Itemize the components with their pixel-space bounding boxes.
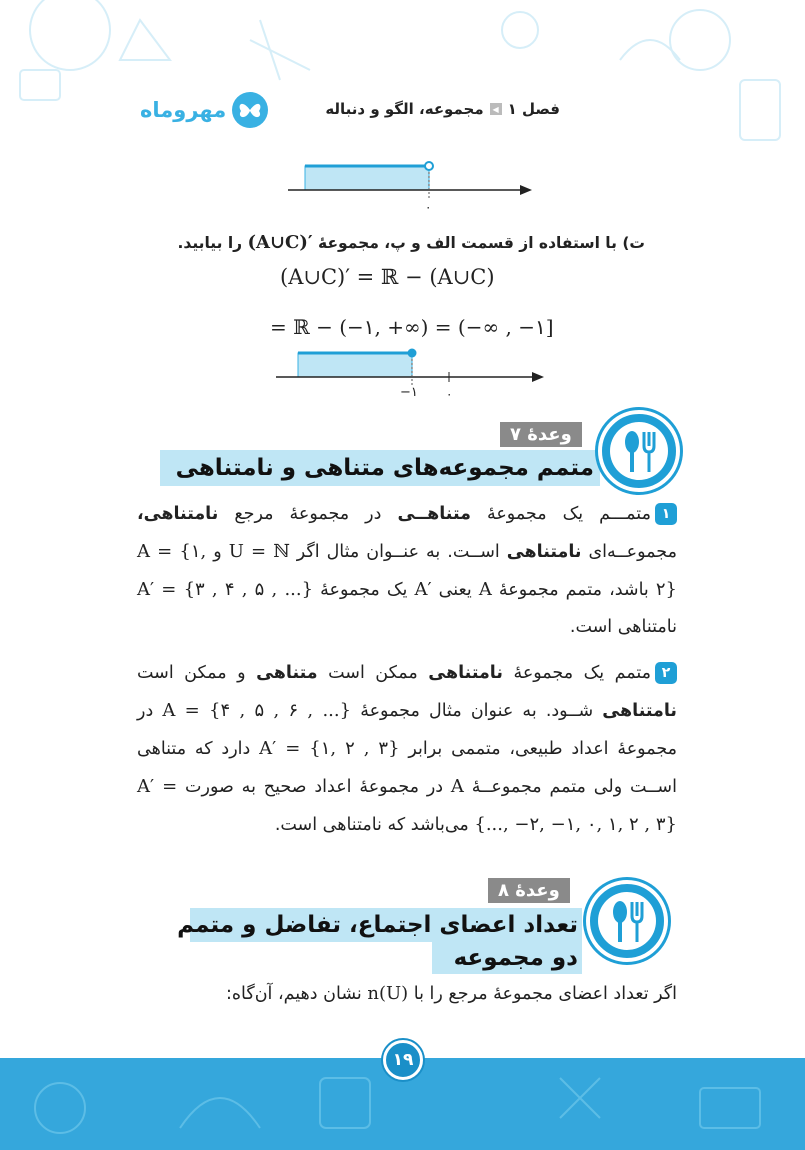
math-expression: n(U)	[367, 983, 409, 1004]
paragraph-1-badge: ۱	[655, 503, 677, 525]
text: می‌باشد که نامتناهی است.	[274, 815, 469, 835]
math-expression: A′ = {..., −۲, −۱, ۰, ۱, ۲ , ۳}	[137, 776, 677, 835]
text: اگر تعداد اعضای مجموعهٔ مرجع را با	[413, 984, 677, 1004]
numline2-tick-minus-one: −۱	[400, 385, 418, 400]
text: در مجموعهٔ اعداد صحیح به صورت	[185, 777, 444, 797]
question-part-t	[125, 232, 645, 253]
text: در مجموعهٔ مرجع	[234, 504, 382, 524]
paragraph-2-badge: ۲	[655, 662, 677, 684]
part-t-expr: (A∪C)′	[247, 232, 313, 253]
section-7-title: متمم مجموعه‌های متناهی و نامتناهی	[175, 455, 594, 481]
math-expression: U = ℕ	[228, 541, 290, 562]
text: اســت. به عنــوان مثال اگر	[296, 542, 500, 562]
spoon-fork-icon	[598, 410, 680, 492]
number-line-1	[280, 158, 540, 218]
equation-1: (A∪C)′ = ℝ − (A∪C)	[280, 265, 495, 289]
bold-term: نامتناهی	[428, 663, 503, 683]
chapter-title: مجموعه، الگو و دنباله	[325, 100, 484, 118]
section-8-title-line-1: تعداد اعضای اجتماع، تفاضل و متمم	[177, 912, 578, 938]
text: مجموعــه‌ای	[588, 542, 677, 562]
spoon-fork-icon	[586, 880, 668, 962]
text: و	[213, 542, 222, 562]
section-7-tag: وعدهٔ ۷	[500, 422, 582, 447]
text: در مجموعهٔ اعداد طبیعی، متممی برابر	[137, 701, 677, 759]
bold-term: نامتناهی	[506, 542, 582, 562]
chapter-label: فصل ۱	[507, 100, 560, 118]
math-expression: A = {۴ , ۵ , ۶ , ...}	[162, 700, 352, 721]
text: دارد که متناهی اســت ولی متمم مجموعــهٔ	[137, 739, 677, 797]
page-header	[140, 92, 580, 136]
text: نامتناهی است.	[569, 617, 677, 637]
math-expression: A	[478, 579, 492, 600]
text: نشان دهیم، آن‌گاه:	[225, 984, 362, 1004]
paragraph-3	[137, 975, 677, 1013]
math-expression: A′ = {۱, ۲ , ۳}	[259, 738, 400, 759]
numline2-tick-zero: ۰	[446, 387, 453, 401]
part-t-suffix: را بیابید.	[177, 234, 243, 252]
math-expression: A = {۱, ۲}	[137, 541, 677, 600]
text: متمم یک مجموعهٔ	[513, 663, 651, 683]
brand-logo	[140, 92, 268, 128]
section-8-banner	[177, 868, 680, 978]
part-t-prefix: ت) با استفاده از قسمت الف و پ، مجموعهٔ	[318, 234, 645, 252]
numline1-tick-zero: ۰	[425, 200, 432, 214]
chapter-heading	[325, 100, 560, 118]
bold-term: نامتناهی	[602, 701, 677, 721]
butterfly-icon	[232, 92, 268, 128]
math-expression: A′	[414, 579, 432, 600]
section-7-banner	[160, 408, 680, 498]
triangle-icon: ◀	[490, 103, 502, 115]
text: متمـــم یک مجموعهٔ	[486, 504, 651, 524]
paragraph-1	[137, 496, 677, 646]
page-number: ۱۹	[383, 1040, 423, 1080]
text: و ممکن است	[137, 663, 246, 683]
text: ممکن است	[328, 663, 418, 683]
text: شــود. به عنوان مثال مجموعهٔ	[360, 701, 594, 721]
bold-term: متناهی	[256, 663, 318, 683]
bold-term: نامتناهی،	[137, 504, 219, 524]
equation-2: = ℝ − (−۱, +∞) = (−∞ , −۱]	[270, 315, 554, 339]
section-8-tag: وعدهٔ ۸	[488, 878, 570, 903]
bold-term: متناهــی	[397, 504, 471, 524]
logo-text: مهروماه	[140, 98, 227, 122]
math-expression: A	[450, 776, 464, 797]
math-expression: A′ = {۳ , ۴ , ۵ , ...}	[137, 579, 314, 600]
text: باشد، متمم مجموعهٔ	[498, 580, 649, 600]
number-line-2	[268, 345, 553, 390]
section-8-title-line-2: دو مجموعه	[453, 945, 578, 971]
text: یک مجموعهٔ	[320, 580, 408, 600]
text: یعنی	[438, 580, 472, 600]
paragraph-2	[137, 655, 677, 844]
